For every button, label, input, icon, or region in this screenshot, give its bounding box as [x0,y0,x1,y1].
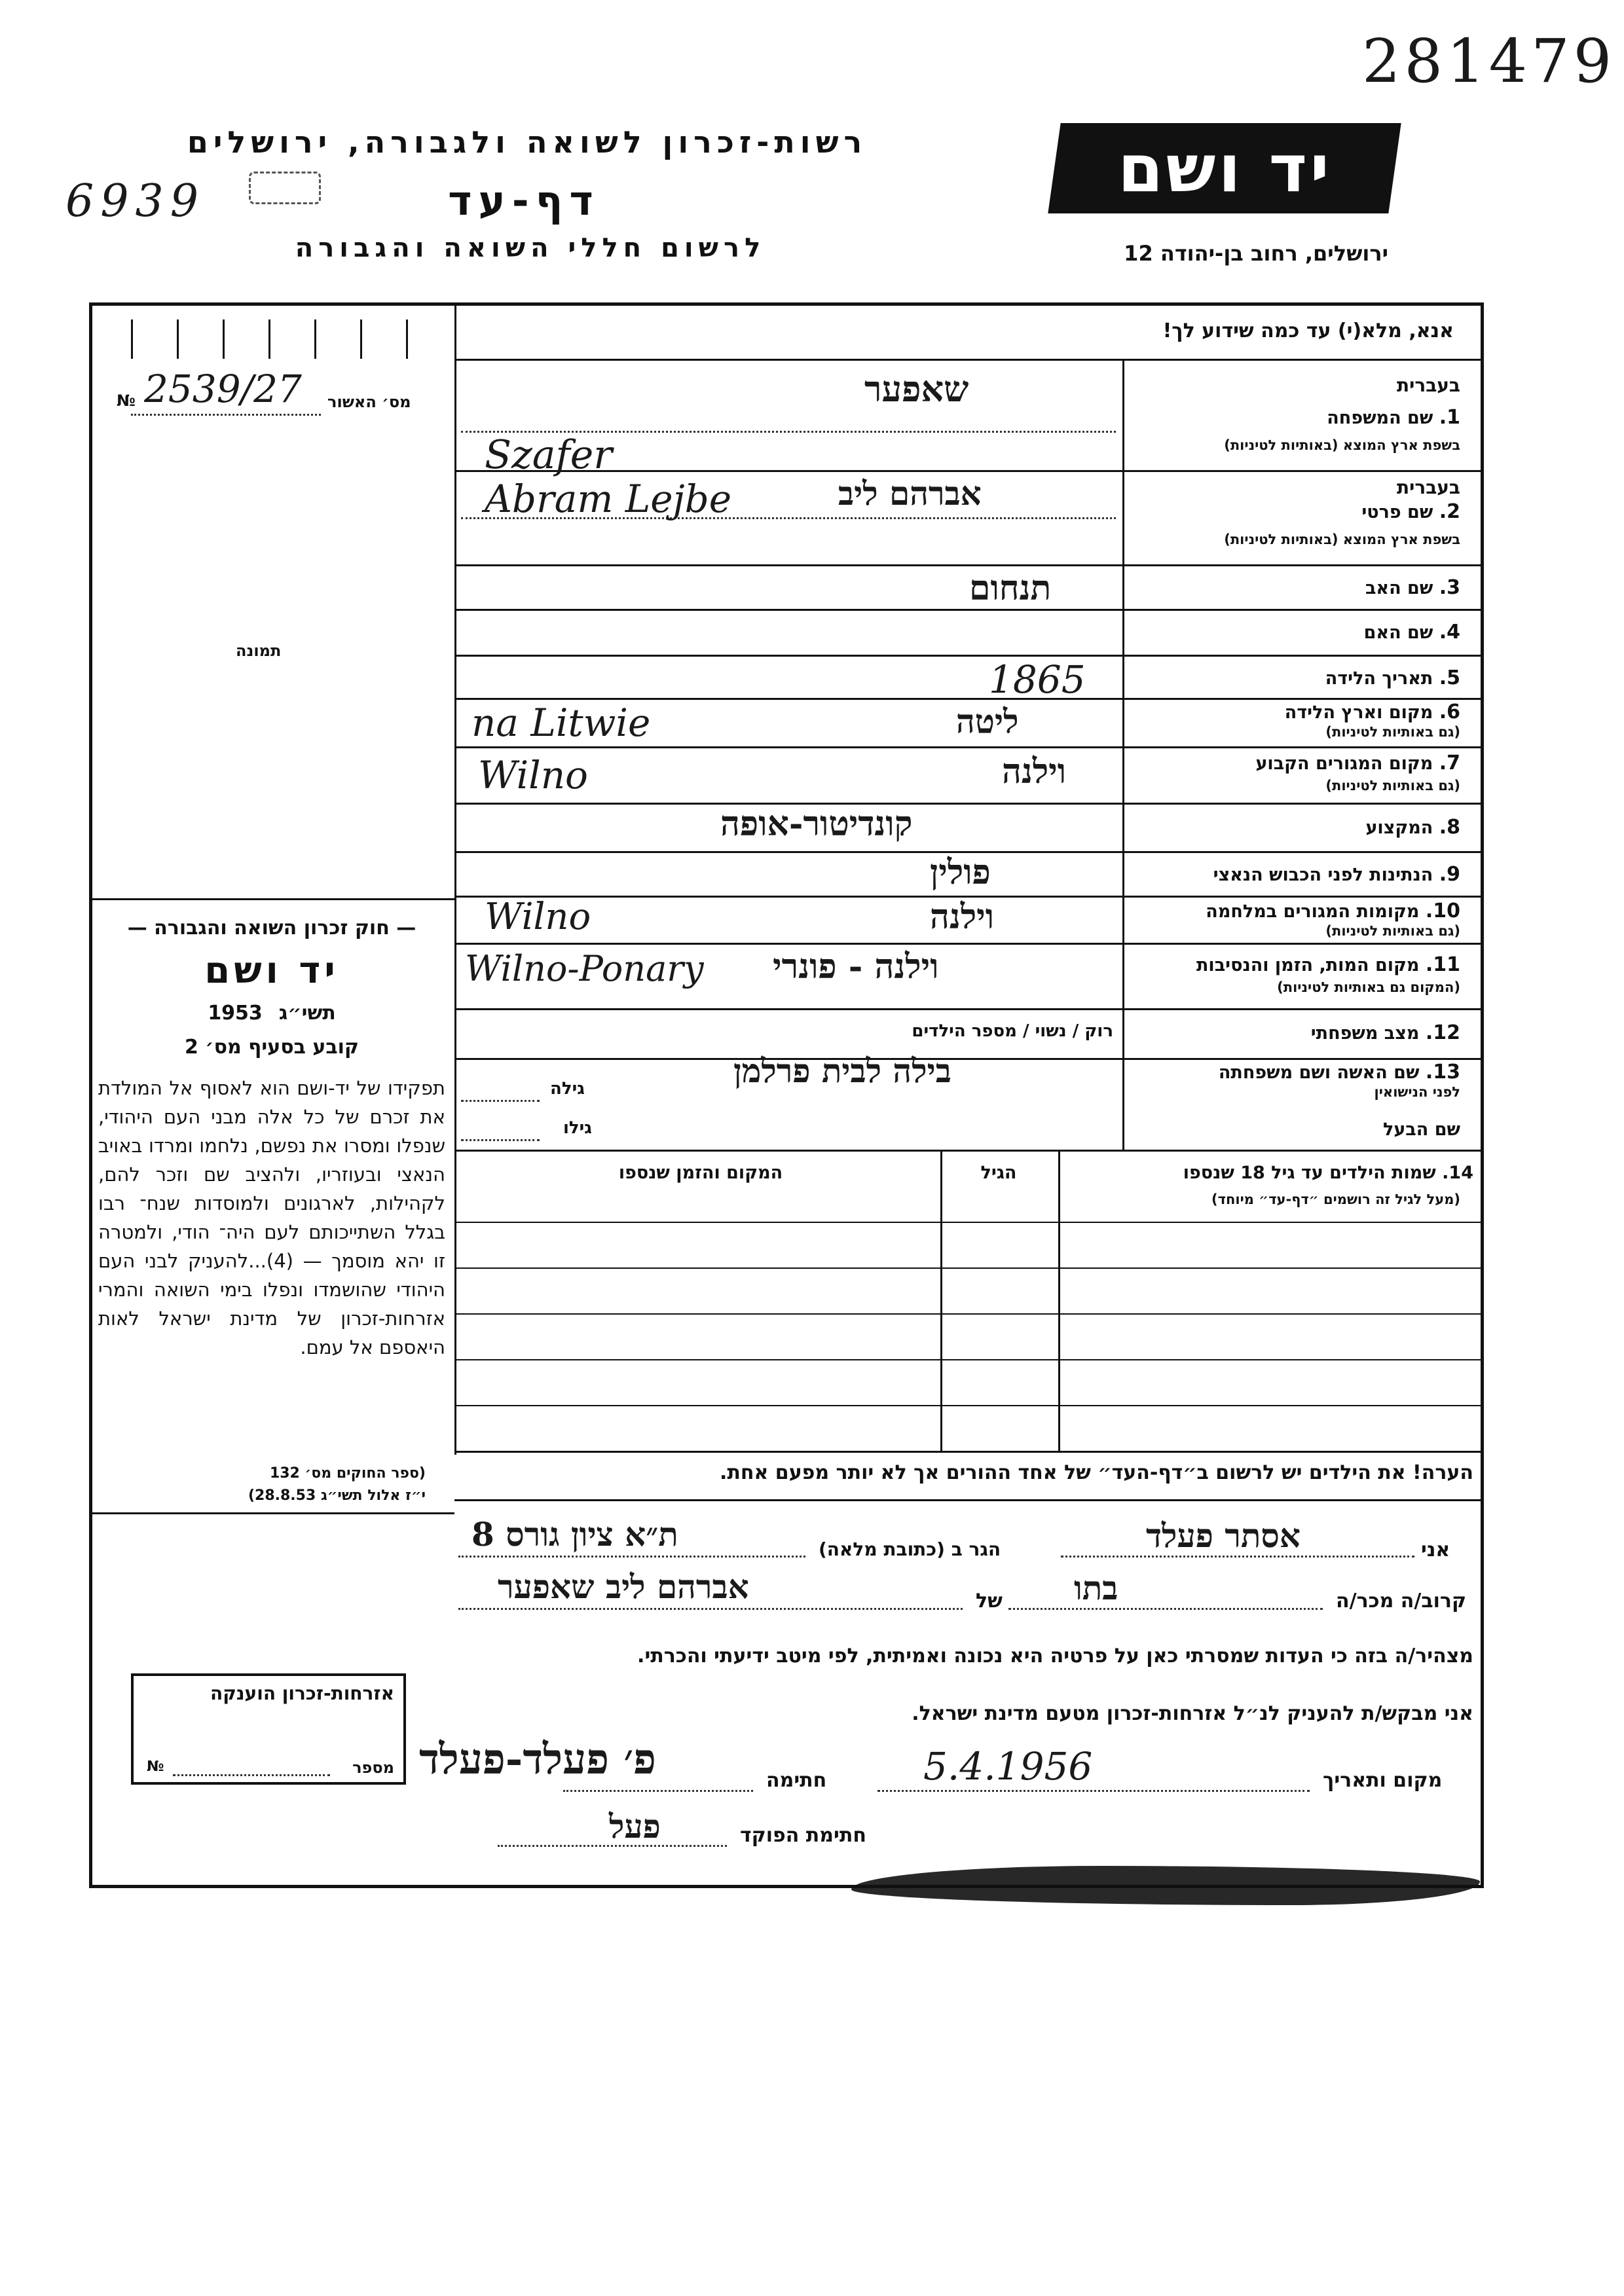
field-8-num: 8. [1439,816,1460,839]
field-13-sub: לפני הנישואין [1374,1084,1460,1100]
field-3-label [1133,576,1460,599]
law-year: 1953 [208,1002,263,1025]
field-6-name: מקום וארץ הלידה [1284,702,1433,723]
place-date-label: מקום ותאריך [1323,1769,1443,1792]
field-8-label [1133,816,1460,839]
field-4-label [1133,621,1460,644]
field-2-name: שם פרטי [1361,502,1433,522]
field-11-sub: (המקום גם באותיות לטיניות) [1277,979,1460,995]
citizenship-number-label: מספר [352,1758,394,1777]
field-10-sub: (גם באותיות לטיניות) [1325,923,1460,939]
field-2-label [1133,500,1460,523]
field-13-num: 13. [1425,1061,1460,1084]
field-6-sub: (גם באותיות לטיניות) [1325,724,1460,740]
date-value[interactable]: 5.4.1956 [923,1744,1093,1789]
approval-boxes [105,319,445,359]
relation-value[interactable]: בתו [1074,1569,1118,1607]
field-9-num: 9. [1439,863,1460,886]
form-subtitle: לרשום חללי השואה והגבורה [295,233,766,263]
field-10-heb-value[interactable]: וילנה [930,897,995,937]
field-13-label [1133,1061,1460,1084]
photo-label: תמונה [236,642,282,660]
field-6-latin-value[interactable]: na Litwie [471,701,651,745]
field-3-value[interactable]: תנחום [969,568,1052,608]
field-3-num: 3. [1439,576,1460,599]
field-5-label [1133,666,1460,689]
law-clause: קובע בסעיף מס׳ 2 [184,1036,360,1059]
relation-label: קרוב/ה מכר/ה [1336,1590,1467,1613]
address: ירושלים, רחוב בן-יהודה 12 [1124,241,1388,266]
field-8-value[interactable]: קונדיטור-אופה [720,804,913,844]
field-2-heb-value[interactable]: אברהם ליב [838,474,982,513]
field-11-name: מקום המות, הזמן והנסיבות [1196,955,1420,975]
field-7-name: מקום המגורים הקבוע [1255,754,1433,774]
logo-text: יד ושם [1117,130,1332,207]
field-11-heb-value[interactable]: וילנה - פונרי [773,947,939,987]
field-11-label [1133,953,1460,976]
field-2-latin-value[interactable]: Abram Lejbe [485,477,732,521]
field-13-name: שם האשה ושם משפחתה [1218,1063,1420,1083]
scan-shadow [851,1866,1480,1905]
children-col-age: הגיל [980,1163,1017,1183]
law-ref-2: י״ז אלול תשי״ג 28.8.53) [248,1487,426,1504]
field-7-num: 7. [1439,752,1460,774]
relation-of-name[interactable]: אברהם ליב שאפער [498,1567,749,1606]
archive-number: 281479 [1362,26,1616,96]
law-title: — חוק זכרון השואה והגבורה — [127,917,416,939]
field-8-name: המקצוע [1365,818,1433,838]
field-1-num: 1. [1439,406,1460,429]
approval-number: 2539/27 [144,367,302,411]
field-9-name: הנתינות לפני הכבוש הנאצי [1213,865,1433,885]
form-title: דף-עד [448,177,600,225]
witness-resides-label: הגר ב (כתובת מלאה) [819,1539,1001,1560]
children-sub: (מעל לגיל זה רושמים ״דף-עד״ מיוחד) [1211,1192,1460,1207]
field-1-heb-value[interactable]: שאפער [864,368,969,410]
field-10-name: מקומות המגורים במלחמה [1206,902,1420,922]
marital-options: רוק / נשוי / מספר הילדים [912,1021,1113,1041]
field-1-label [1133,406,1460,429]
witness-prefix: אני [1421,1539,1450,1561]
witness-name[interactable]: אסתר פעלד [1146,1516,1301,1555]
field-9-label [1133,863,1460,886]
field-5-value[interactable]: 1865 [989,657,1086,702]
field-1-heb-tag: בעברית [1396,374,1460,396]
stamp-mark [249,172,321,204]
field-6-heb-value[interactable]: ליטה [956,702,1019,740]
field-6-num: 6. [1439,701,1460,723]
field-5-num: 5. [1439,666,1460,689]
husband-age-label: גילו [563,1118,592,1138]
approval-label: מס׳ האשור [327,393,411,411]
signature-label: חתימה [766,1769,827,1792]
wife-age-label: גילה [550,1079,585,1099]
yad-vashem-logo [1048,123,1401,213]
relation-of: של [976,1590,1003,1613]
field-7-label [1133,752,1460,774]
field-7-heb-value[interactable]: וילנה [1002,752,1067,792]
field-2-heb-tag: בעברית [1396,477,1460,498]
field-5-name: תאריך הלידה [1325,668,1433,689]
declaration: מצהיר/ה בזה כי העדות שמסרתי כאן על פרטיה היא נכונה ואמיתית, לפי מיטב ידיעתי והכרתי. [637,1645,1473,1667]
field-10-num: 10. [1425,900,1460,922]
field-1-latin-value[interactable]: Szafer [485,432,612,478]
officer-signature: פעל [609,1807,661,1846]
field-2-sub: בשפת ארץ המוצא (באותיות לטיניות) [1224,532,1460,547]
citizenship-title: אזרחות-זכרון הוענקה [210,1683,394,1704]
officer-label: חתימת הפוקד [740,1824,866,1847]
field-7-sub: (גם באותיות לטיניות) [1325,778,1460,793]
field-11-latin-value[interactable]: Wilno-Ponary [465,948,704,989]
field-2-num: 2. [1439,500,1460,523]
husband-label: שם הבעל [1382,1120,1460,1140]
law-year-row [98,1002,445,1025]
children-col-place: המקום והזמן שנספו [618,1163,783,1183]
field-10-latin-value[interactable]: Wilno [485,896,591,938]
intro-text: אנא, מלא(י) עד כמה שידוע לך! [1162,319,1454,342]
field-1-sub: בשפת ארץ המוצא (באותיות לטיניות) [1224,437,1460,453]
field-10-label [1133,900,1460,922]
field-4-name: שם האם [1363,623,1433,643]
field-6-label [1133,701,1460,723]
authority-title: רשות-זכרון לשואה ולגבורה, ירושלים [187,124,868,160]
citizenship-box [131,1673,406,1785]
side-number: 6939 [65,175,206,227]
request: אני מבקש/ת להעניק לנ״ל אזרחות-זכרון מטעם מדינת ישראל. [912,1702,1473,1725]
field-1-name: שם המשפחה [1327,408,1433,428]
witness-address[interactable]: ת״א ציון גורס 8 [471,1515,678,1554]
field-12-label [1133,1021,1460,1044]
field-12-name: מצב משפחתי [1310,1023,1420,1044]
citizenship-no-mark: № [147,1758,164,1775]
field-11-num: 11. [1425,953,1460,976]
signature[interactable]: פ׳ פעלד-פעלד [419,1735,656,1784]
children-label: 14. שמות הילדים עד גיל 18 שנספו [1183,1163,1473,1183]
field-3-name: שם האב [1365,578,1433,598]
field-13-value[interactable]: בילה לבית פרלמן [733,1051,951,1090]
law-name: יד ושם [204,949,339,992]
field-4-num: 4. [1439,621,1460,644]
note-text: הערה! את הילדים יש לרשום ב״דף-העד״ של אחד ההורים אך לא יותר מפעם אחת. [720,1461,1473,1484]
law-year-heb: תשי״ג [278,1002,336,1025]
field-7-latin-value[interactable]: Wilno [478,753,588,797]
field-9-value[interactable]: פולין [930,852,991,892]
law-ref-1: (ספר החוקים מס׳ 132 [269,1465,426,1482]
law-body: תפקידו של יד-ושם הוא לאסוף אל המולדת את זכרם של כל אלה מבני העם היהודי, שנפלו ומסרו את נפשם, נלחמו ומרדו באויב הנאצי ובעוזריו, ולהציב שם וזכר להם, לקהילות, לארגונים ולמוסדות שנח־ רבו בגלל השתייכותם לעם היה־ הודי, ולמטרה זו יהא מוסמך — (4)...להעניק לבני העם היהודי שהושמדו ונפלו בימי השואה והמרי אזרחות-זכרון של מדינת ישראל לאות היאספם אל עמם. [98,1077,445,1358]
field-12-num: 12. [1425,1021,1460,1044]
approval-no-mark: № [117,392,136,410]
